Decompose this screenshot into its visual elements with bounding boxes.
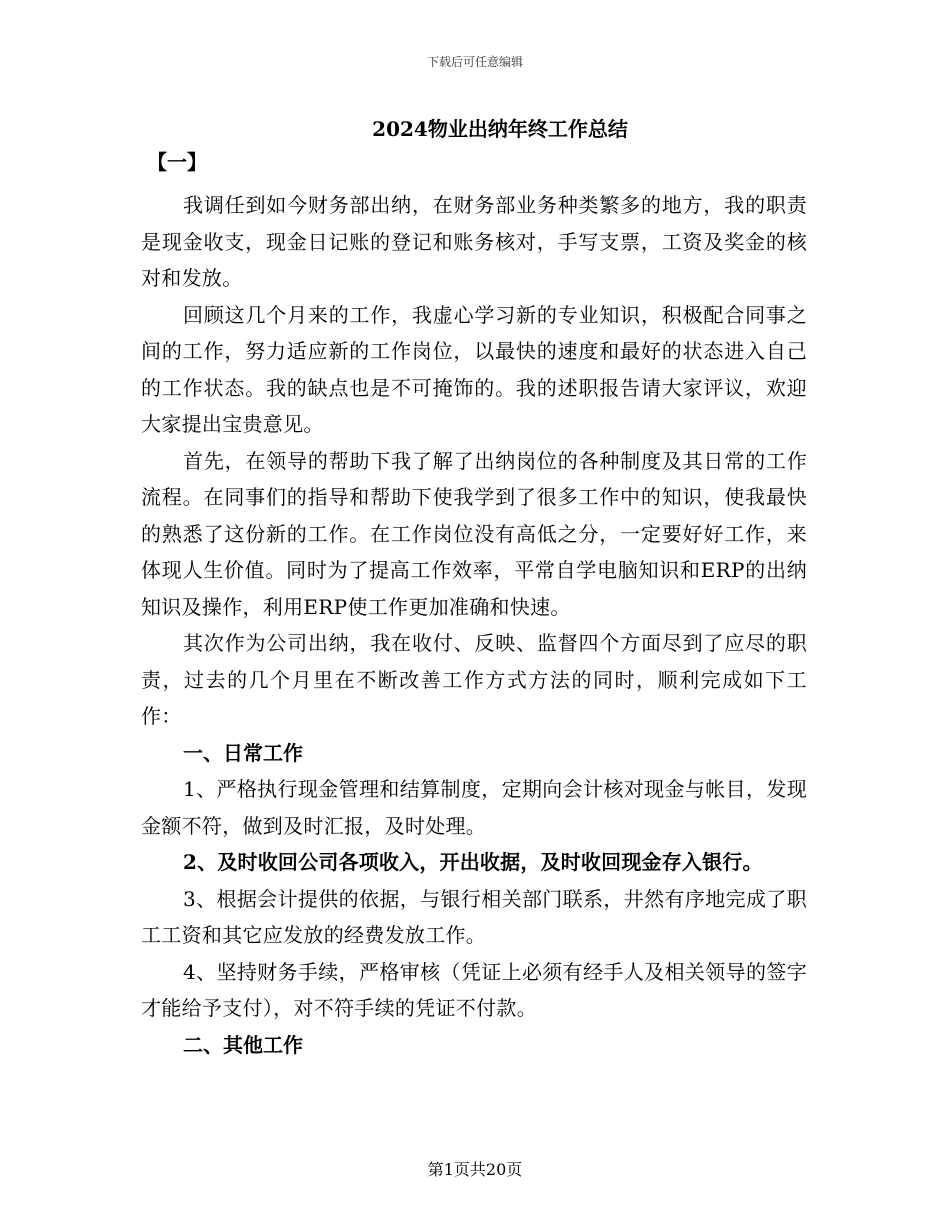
document-body <box>141 147 807 1063</box>
heading-other-work: 二、其他工作 <box>183 1032 303 1057</box>
list-item-4: 4、坚持财务手续，严格审核（凭证上必须有经手人及相关领导的签字才能给予支付），对不符手续的凭证不付款。 <box>141 959 807 1020</box>
list-item-1: 1、严格执行现金管理和结算制度，定期向会计核对现金与帐目，发现金额不符，做到及时汇报，及时处理。 <box>141 777 807 838</box>
list-item-3: 3、根据会计提供的依据，与银行相关部门联系，井然有序地完成了职工工资和其它应发放的经费发放工作。 <box>141 886 807 947</box>
page-footer: 第1页共20页 <box>427 1160 523 1179</box>
paragraph-4: 其次作为公司出纳，我在收付、反映、监督四个方面尽到了应尽的职责，过去的几个月里在不断改善工作方式方法的同时，顺利完成如下工作： <box>141 631 807 728</box>
paragraph-1: 我调任到如今财务部出纳，在财务部业务种类繁多的地方，我的职责是现金收支，现金日记账的登记和账务核对，手写支票，工资及奖金的核对和发放。 <box>141 193 807 290</box>
heading-daily-work: 一、日常工作 <box>183 740 303 765</box>
section-label: 【一】 <box>147 150 207 174</box>
list-item-2: 2、及时收回公司各项收入，开出收据，及时收回现金存入银行。 <box>183 850 763 874</box>
header-note: 下载后可任意编辑 <box>426 55 523 69</box>
document-title: 2024物业出纳年终工作总结 <box>372 117 628 141</box>
paragraph-3: 首先，在领导的帮助下我了解了出纳岗位的各种制度及其日常的工作流程。在同事们的指导和帮助下使我学到了很多工作中的知识，使我最快的熟悉了这份新的工作。在工作岗位没有高低之分，一定要好好工作，来体现人生价值。同时为了提高工作效率，平常自学电脑知识和ERP的出纳知识及操作，利用ERP使工作更加准确和快速。 <box>141 448 807 619</box>
paragraph-2: 回顾这几个月来的工作，我虚心学习新的专业知识，积极配合同事之间的工作，努力适应新的工作岗位，以最快的速度和最好的状态进入自己的工作状态。我的缺点也是不可掩饰的。我的述职报告请大家评议，欢迎大家提出宝贵意见。 <box>141 302 807 436</box>
